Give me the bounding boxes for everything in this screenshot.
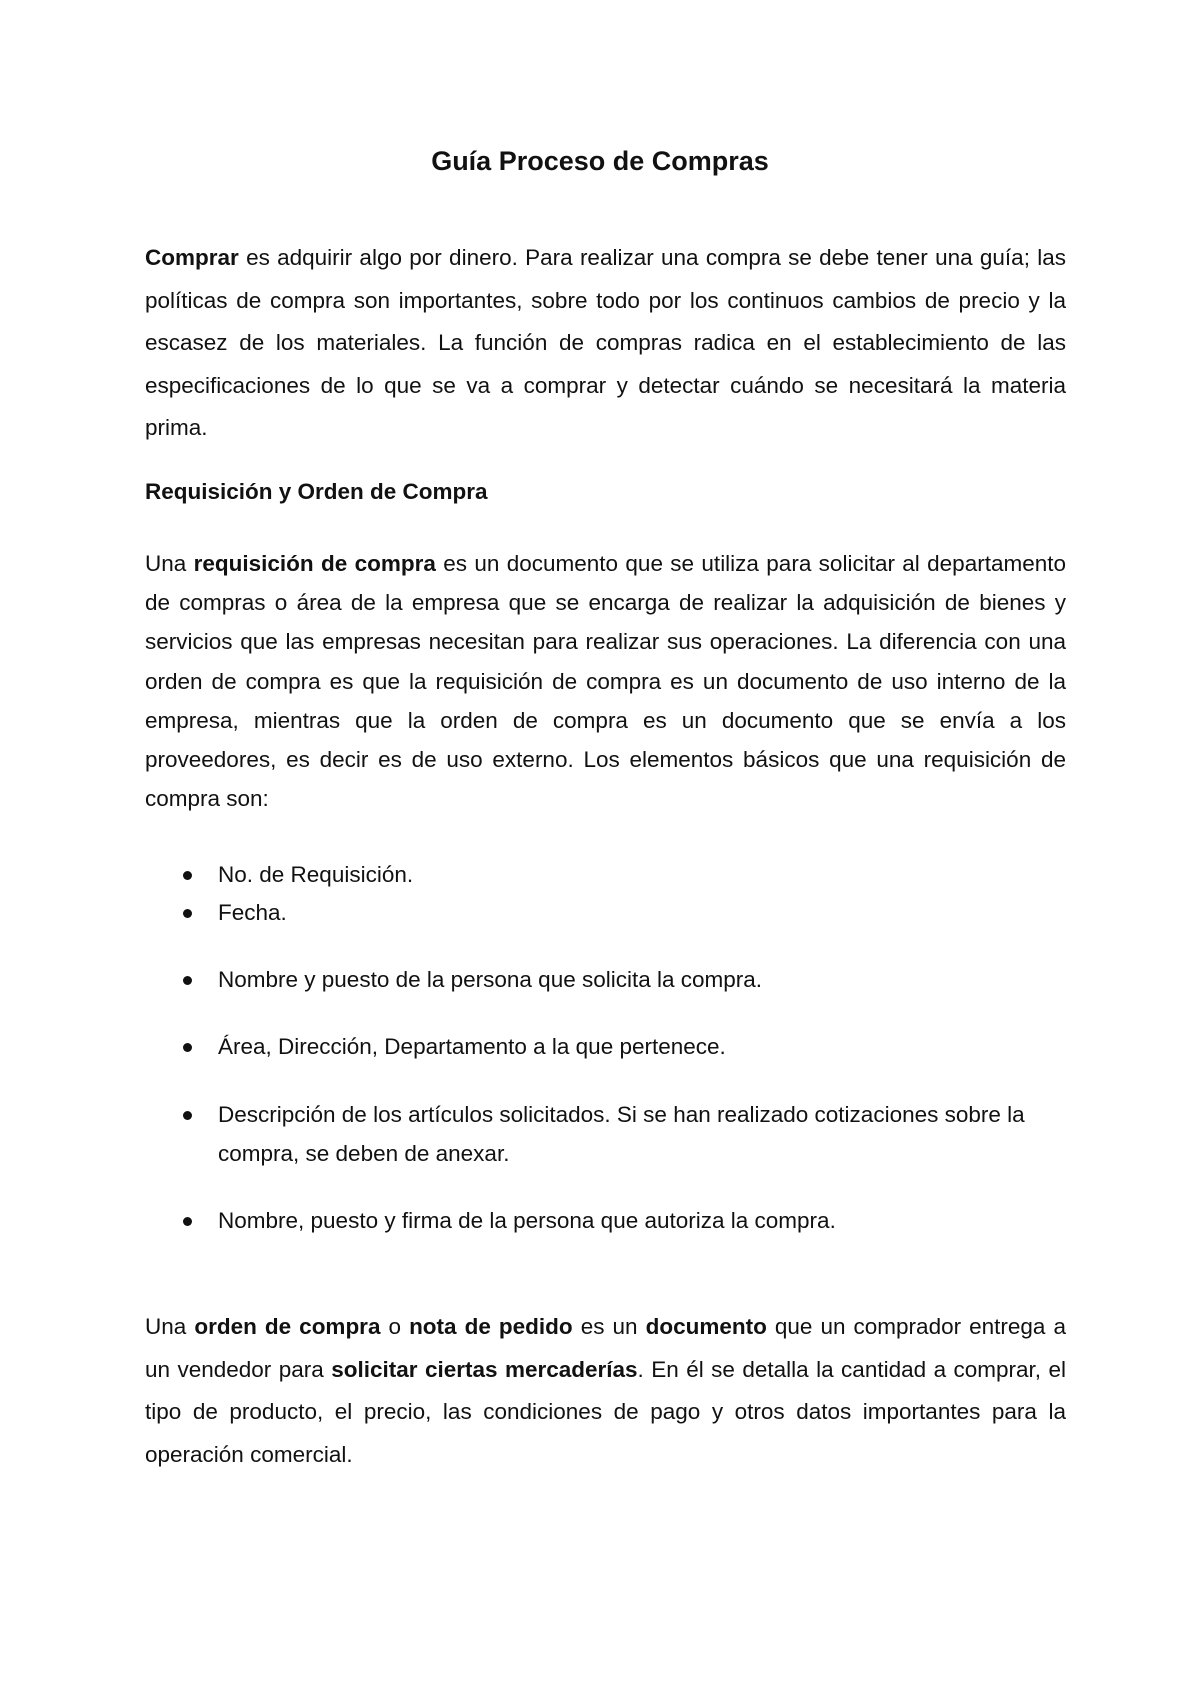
order-text-5: . En él se detalla la cantidad a comprar, el tipo de producto, el precio, las condiciones de pago y otros datos importantes para la operación comercial.: [145, 1356, 1067, 1467]
list-item: [145, 1096, 1066, 1173]
list-item-text: Fecha.: [218, 900, 287, 925]
bullet-dot-icon: [183, 1217, 192, 1226]
order-term-2: nota de pedido: [409, 1314, 573, 1339]
list-item-text: Descripción de los artículos solicitados. Si se han realizado cotizaciones sobre la compra, se deben de anexar.: [218, 1102, 1025, 1166]
list-item-text: No. de Requisición.: [218, 862, 414, 887]
bullet-dot-icon: [183, 909, 192, 918]
bullet-dot-icon: [183, 871, 192, 880]
order-text-2: o: [380, 1314, 410, 1339]
purchase-order-paragraph: [145, 1306, 1066, 1476]
order-text-3: es un: [572, 1314, 646, 1339]
list-item: [145, 894, 1066, 933]
order-text-1: Una: [145, 1314, 195, 1339]
requisition-text: es un documento que se utiliza para solicitar al departamento de compras o área de la empresa que se encarga de realizar la adquisición de bienes y servicios que las empresas necesitan para realizar sus operaciones. La diferencia con una orden de compra es que la requisición de compra es un documento de uso interno de la empresa, mientras que la orden de compra es un documento que se envía a los proveedores, es decir es de uso externo. Los elementos básicos que una requisición de compra son:: [145, 551, 1067, 812]
requisition-term: requisición de compra: [193, 551, 436, 576]
order-term-4: solicitar ciertas mercaderías: [331, 1356, 638, 1382]
list-item-text: Nombre y puesto de la persona que solicita la compra.: [218, 967, 763, 992]
list-item: [145, 856, 1066, 895]
intro-term: Comprar: [145, 245, 239, 270]
bullet-dot-icon: [183, 976, 192, 985]
list-item-text: Nombre, puesto y firma de la persona que autoriza la compra.: [218, 1208, 836, 1233]
list-item: [145, 1202, 1066, 1241]
requisition-lead: Una: [145, 551, 194, 576]
requisition-paragraph: [145, 544, 1066, 818]
page-title: Guía Proceso de Compras: [431, 146, 769, 176]
bullet-dot-icon: [183, 1111, 192, 1120]
list-item: [145, 961, 1066, 1000]
intro-paragraph: [145, 237, 1066, 450]
order-text-4: que un comprador entrega a un vendedor para: [145, 1314, 1067, 1382]
order-term-3: documento: [645, 1314, 767, 1339]
list-item-text: Área, Dirección, Departamento a la que pertenece.: [218, 1034, 726, 1059]
bullet-dot-icon: [183, 1043, 192, 1052]
section-heading: Requisición y Orden de Compra: [145, 479, 488, 504]
list-item: [145, 1028, 1066, 1067]
order-term-1: orden de compra: [194, 1314, 381, 1339]
intro-text: es adquirir algo por dinero. Para realizar una compra se debe tener una guía; las políticas de compra son importantes, sobre todo por los continuos cambios de precio y la escasez de los materiales. La función de compras radica en el establecimiento de las especificaciones de lo que se va a comprar y detectar cuándo se necesitará la materia prima.: [145, 245, 1066, 440]
